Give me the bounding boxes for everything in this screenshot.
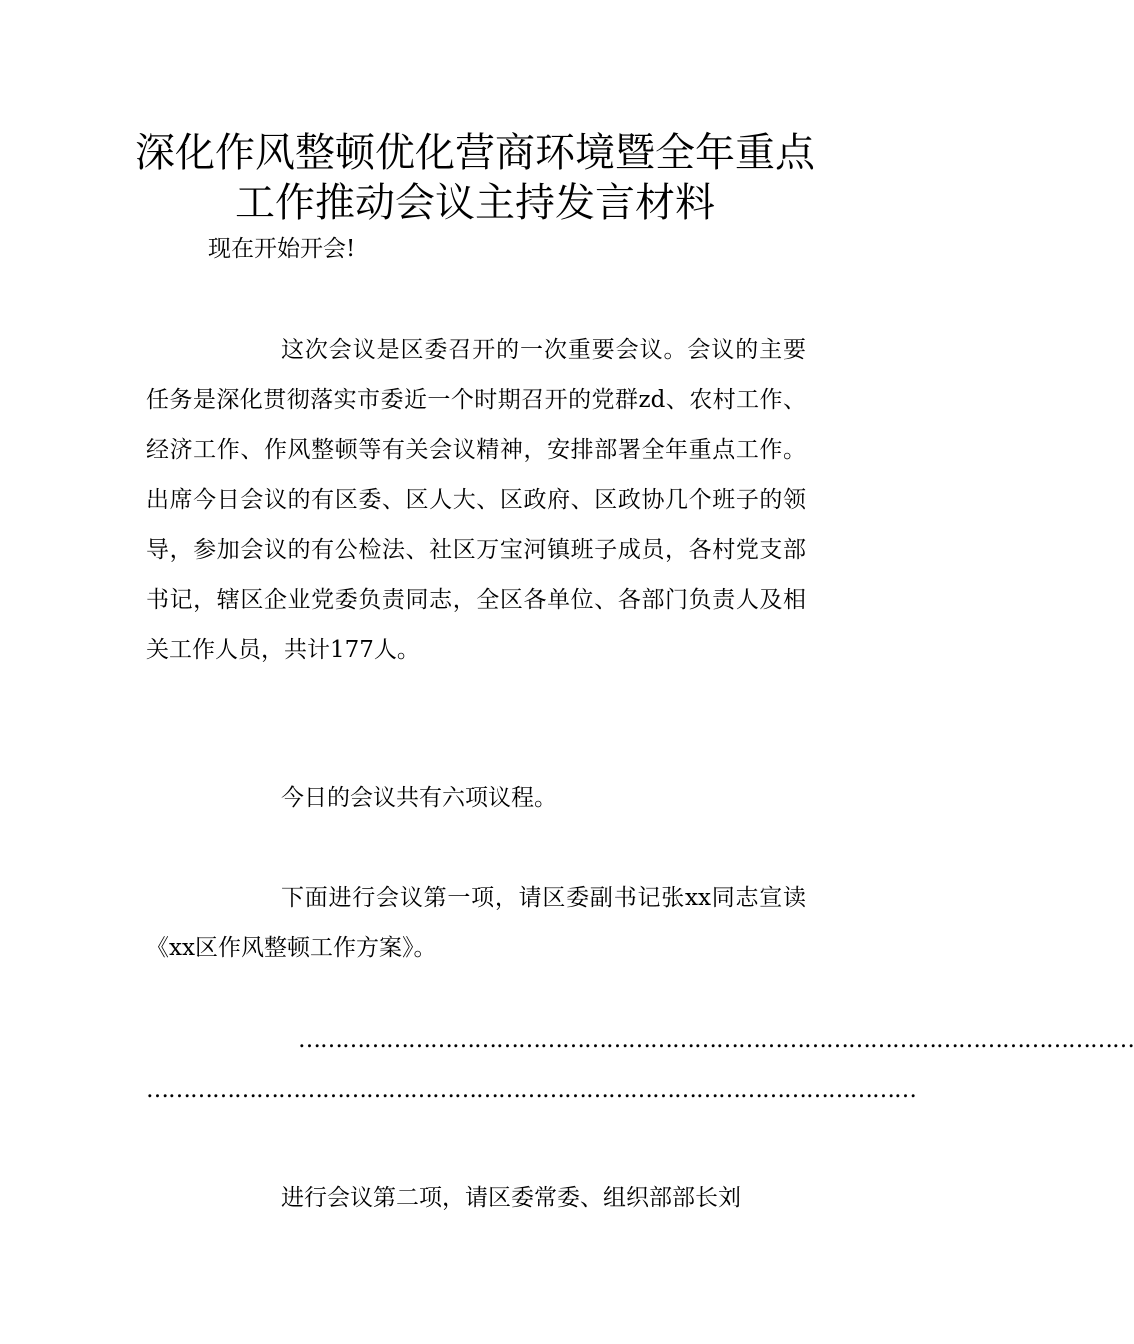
paragraph-meeting-overview: 这次会议是区委召开的一次重要会议。会议的主要任务是深化贯彻落实市委近一个时期召开的党群zd、农村工作、经济工作、作风整顿等有关会议精神，安排部署全年重点工作。出席今日会议的有区委、区人大、区政府、区政协几个班子的领导，参加会议的有公检法、社区万宝河镇班子成员，各村党支部书记，辖区企业党委负责同志，全区各单位、各部门负责人及相关工作人员，共计177人。 xyxy=(146,337,806,663)
document-title-line-2: 工作推动会议主持发言材料 xyxy=(235,180,715,226)
paragraph-agenda-item-2: 进行会议第二项，请区委常委、组织部部长刘 xyxy=(281,1185,741,1211)
ellipsis-line-1: …………………………………………………………………………………………………… xyxy=(298,1027,1134,1053)
document-title-line-1: 深化作风整顿优化营商环境暨全年重点 xyxy=(135,130,815,176)
ellipsis-line-2: …………………………………………………………………………………………… xyxy=(146,1077,916,1103)
opening-statement: 现在开始开会! xyxy=(208,236,356,262)
paragraph-agenda-item-1: 下面进行会议第一项，请区委副书记张xx同志宣读《xx区作风整顿工作方案》。 xyxy=(146,885,806,961)
paragraph-agenda-count: 今日的会议共有六项议程。 xyxy=(281,785,557,811)
